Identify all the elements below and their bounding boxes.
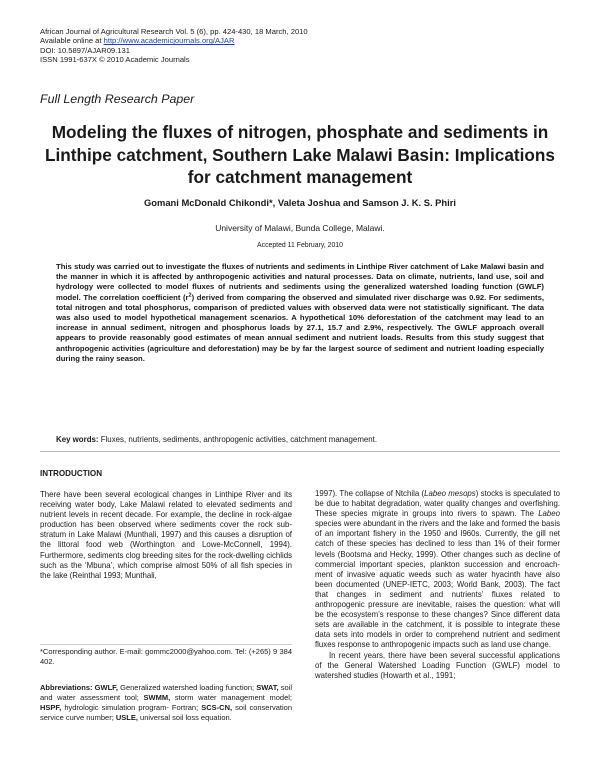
authors: Gomani McDonald Chikondi*, Valeta Joshua and Samson J. K. S. Phiri [143, 197, 457, 208]
abbreviations [40, 683, 292, 723]
paper-type: Full Length Research Paper [40, 92, 195, 106]
text-run: ) stocks is speculated to be due to habitat degradation, water quality changes and overfishing. These species migrate in groups into rivers to spawn. The [315, 489, 560, 519]
abbr-term: SCS-CN, [201, 703, 233, 712]
footnote-divider [40, 644, 292, 645]
intro-paragraph-3: In recent years, there have been several successful applications of the General Watershed Loading Function (GWLF) model to watershed studies (Howarth et al., 1991; [315, 650, 560, 680]
online-prefix: Available online at [40, 36, 104, 46]
keywords-text: Fluxes, nutrients, sediments, anthropogenic activities, catchment management. [98, 435, 378, 444]
corresponding-author-footnote: *Corresponding author. E-mail: gommc2000@yahoo.com. Tel: (+265) 9 384 402. [40, 647, 292, 666]
left-column [40, 490, 292, 581]
journal-url-link[interactable]: http://www.academicjournals.org/AJAR [103, 36, 235, 46]
issn: ISSN 1991-637X © 2010 Academic Journals [40, 55, 190, 65]
online-availability [40, 36, 308, 45]
introduction-heading: INTRODUCTION [40, 469, 103, 478]
intro-paragraph-1: There have been several ecological changes in Linthipe River and its receiving water body, Lake Malawi related to elevated sediments and nutrient levels in recent decade. For example, the decline in rock-algae production has been observed where sediments cover the rock sub-stratum in Lake Malawi (Munthali, 1997) and this causes a disruption of the littoral food web (Worthington and Lowe-McConnell, 1994). Furthermore, sediments clog breeding sites for the rock-dwelling cichlids such as the ‘Mbuna’, which comprise almost 50% of all fish species in the lake (Reinthal 1993; Munthali, [40, 490, 292, 580]
section-divider [40, 451, 560, 452]
abbr-term: HSPF, [40, 703, 62, 712]
abbreviations-label: Abbreviations: [40, 683, 93, 692]
right-column [315, 489, 560, 681]
journal-header [40, 27, 308, 65]
abbr-definition: Generalized watershed loading function; [117, 683, 257, 692]
genus-name: Labeo [538, 509, 560, 519]
abbr-term: GWLF, [94, 683, 118, 692]
abbr-definition: universal soil loss equation. [137, 713, 232, 722]
abbr-definition: soil and water assessment tool; [40, 683, 292, 702]
paper-title: Modeling the fluxes of nitrogen, phosphate and sediments in Linthipe catchment, Southern Lake Malawi Basin: Implications for catchment management [45, 122, 555, 187]
abbr-definition: hydrologic simulation program- Fortran; [61, 703, 202, 712]
intro-paragraph-2 [315, 489, 560, 651]
abstract-text-1: This study was carried out to investigate the fluxes of nutrients and sediments in Linthipe River catchment of Lake Malawi basin and the manner in which it is affected by anthropogenic activities and natural processes. Data on climate, nutrients, land use, soil and hydrology were collected to model fluxes of nutrients and sediments using the generalized watershed loading function (GWLF) model. The correlation coefficient (r [56, 262, 544, 302]
keywords [56, 435, 544, 444]
text-run: 1997). The collapse of Ntchila ( [315, 489, 425, 498]
abbr-term: SWAT, [256, 683, 279, 692]
abstract-text-2: ) derived from comparing the observed and simulated river discharge was 0.92. For sediments, total nitrogen and total phosphorus, comparison of predicted values with observed data were not statistically significant. The data was also used to model hypothetical management scenarios. A hypothetical 10% deforestation of the catchment may lead to an increase in annual sediment, nitrogen and phosphorus loads by 27.1, 15.7 and 2.9%, respectively. The GWLF approach overall appears to provide reasonably good estimates of mean annual sediment and nutrient loads. Results from this study suggest that anthropogenic activities (agriculture and deforestation) may be by far the largest source of sediment and nutrient loading especially during the rainy season. [56, 292, 544, 363]
accepted-date: Accepted 11 February, 2010 [257, 242, 343, 249]
species-name: Labeo mesops [424, 489, 476, 498]
abstract [56, 262, 544, 364]
journal-line: African Journal of Agricultural Research Vol. 5 (6), pp. 424-430, 18 March, 2010 [40, 27, 308, 36]
text-run: species were abundant in the rivers and the lake and formed the basis of an important fishery in the 1950 and l960s. Currently, the gill net catch of these species has declined to less than 1% of their former levels (Bootsma and Hecky, 1999). Other changes such as decline of commercial important species, plankton succession and encroach-ment of invasive aquatic weeds such as water hyacinth have also been documented (UNEP-IETC, 2003; World Bank, 2003). The fact that changes in sediment and nutrients’ fluxes related to anthropogenic pressure are inevitable, raises the question: what will be the ecosystem’s response to these changes? Since different data sets are available in the catchment, it is possible to integrate these data sets into models in order to comprehend nutrient and sediment fluxes response to anthropogenic impacts such as land use change. [315, 519, 560, 650]
keywords-label: Key words: [56, 435, 99, 444]
abbr-term: SWMM, [143, 693, 171, 702]
affiliation: University of Malawi, Bunda College, Malawi. [215, 223, 385, 233]
abbr-definition: storm water management model; [170, 693, 292, 702]
abbr-term: USLE, [115, 713, 138, 722]
abstract-superscript: 2 [188, 292, 192, 299]
doi: DOI: 10.5897/AJAR09.131 [40, 45, 130, 55]
abbr-definition: soil conservation service curve number; [40, 703, 292, 722]
